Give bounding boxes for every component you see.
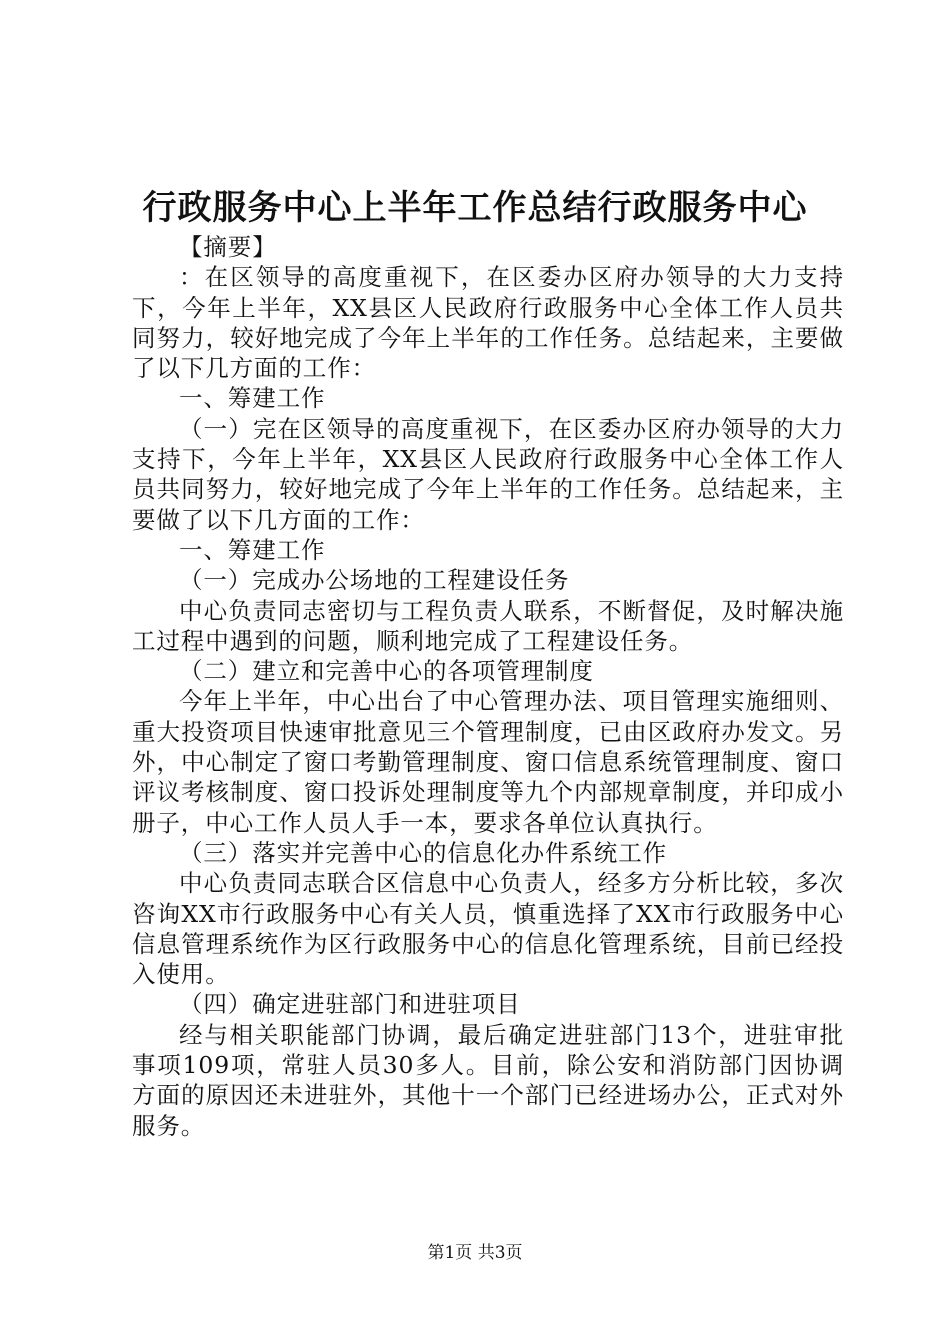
section-heading: 一、筹建工作: [179, 535, 326, 564]
page-indicator: 第1页 共3页: [427, 1243, 523, 1263]
subsection-heading: （四）确定进驻部门和进驻项目: [179, 990, 521, 1019]
body-paragraph: 中心负责同志联合区信息中心负责人，经多方分析比较，多次咨询XX市行政服务中心有关人员，慎重选择了XX市行政服务中心信息管理系统作为区行政服务中心的信息化管理系统，目前已经投入使用。: [132, 869, 844, 989]
document-title: 行政服务中心上半年工作总结行政服务中心: [142, 188, 808, 228]
subsection-heading: （二）建立和完善中心的各项管理制度: [179, 657, 594, 686]
abstract-label: 【摘要】: [179, 233, 277, 261]
abstract-paragraph: ：在区领导的高度重视下，在区委办区府办领导的大力支持下，今年上半年，XX县区人民政府行政服务中心全体工作人员共同努力，较好地完成了今年上半年的工作任务。总结起来，主要做了以下几方面的工作：: [132, 263, 844, 383]
section-heading: 一、筹建工作: [179, 384, 326, 413]
subsection-heading: （一）完成办公场地的工程建设任务: [179, 566, 570, 595]
body-paragraph: 今年上半年，中心出台了中心管理办法、项目管理实施细则、重大投资项目快速审批意见三个管理制度，已由区政府办发文。另外，中心制定了窗口考勤管理制度、窗口信息系统管理制度、窗口评议考核制度、窗口投诉处理制度等九个内部规章制度，并印成小册子，中心工作人员人手一本，要求各单位认真执行。: [132, 687, 844, 837]
body-paragraph: （一）完在区领导的高度重视下，在区委办区府办领导的大力支持下，今年上半年，XX县区人民政府行政服务中心全体工作人员共同努力，较好地完成了今年上半年的工作任务。总结起来，主要做了以下几方面的工作：: [132, 414, 844, 534]
body-paragraph: 中心负责同志密切与工程负责人联系，不断督促，及时解决施工过程中遇到的问题，顺利地完成了工程建设任务。: [132, 596, 844, 655]
body-paragraph: 经与相关职能部门协调，最后确定进驻部门13个，进驻审批事项109项，常驻人员30多人。目前，除公安和消防部门因协调方面的原因还未进驻外，其他十一个部门已经进场办公，正式对外服务。: [132, 1020, 844, 1140]
subsection-heading: （三）落实并完善中心的信息化办件系统工作: [179, 838, 667, 867]
document-body: [132, 232, 844, 1141]
